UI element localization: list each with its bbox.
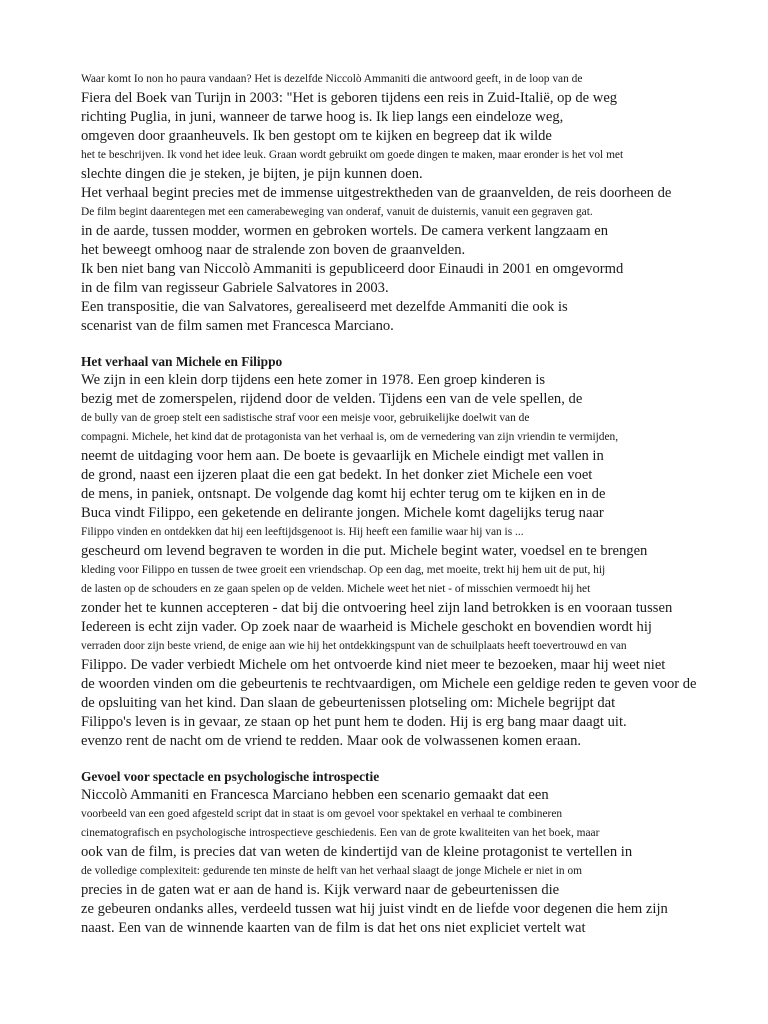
- text-line: de lasten op de schouders en ze gaan spelen op de velden. Michele weet het niet - of misschien vermoedt hij het: [81, 583, 591, 595]
- text-line: slechte dingen die je steken, je bijten, je pijn kunnen doen.: [81, 166, 423, 182]
- paragraph: [81, 70, 721, 336]
- section-heading: Gevoel voor spectacle en psychologische introspectie: [81, 769, 380, 784]
- text-line: Een transpositie, die van Salvatores, gerealiseerd met dezelfde Ammaniti die ook is: [81, 299, 568, 315]
- text-line: zonder het te kunnen accepteren - dat bij die ontvoering heel zijn land betrokken is en vooraan tussen: [81, 600, 673, 616]
- text-line: Filippo vinden en ontdekken dat hij een leeftijdsgenoot is. Hij heeft een familie waar hij van is ...: [81, 526, 524, 538]
- text-line: Ik ben niet bang van Niccolò Ammaniti is gepubliceerd door Einaudi in 2001 en omgevormd: [81, 261, 624, 277]
- text-line: omgeven door graanheuvels. Ik ben gestopt om te kijken en begreep dat ik wilde: [81, 128, 552, 144]
- text-line: evenzo rent de nacht om de vriend te redden. Maar ook de volwassenen komen eraan.: [81, 733, 582, 749]
- text-line: de volledige complexiteit: gedurende ten minste de helft van het verhaal slaagt de jonge Michele er niet in om: [81, 865, 583, 877]
- text-line: in de aarde, tussen modder, wormen en gebroken wortels. De camera verkent langzaam en: [81, 223, 609, 239]
- text-line: de opsluiting van het kind. Dan slaan de gebeurtenissen plotseling om: Michele begrijpt dat: [81, 695, 616, 711]
- paragraph: [81, 352, 721, 751]
- paragraph-gap: [81, 336, 721, 352]
- text-line: het beweegt omhoog naar de stralende zon boven de graanvelden.: [81, 242, 466, 258]
- paragraph: [81, 767, 721, 938]
- text-line: bezig met de zomerspelen, rijdend door de velden. Tijdens een van de vele spellen, de: [81, 391, 583, 407]
- text-line: verraden door zijn beste vriend, de enige aan wie hij het ontdekkingspunt van de schuilplaats heeft toevertrouwd en van: [81, 640, 627, 652]
- text-line: de mens, in paniek, ontsnapt. De volgende dag komt hij echter terug om te kijken en in de: [81, 486, 606, 502]
- text-line: de grond, naast een ijzeren plaat die een gat bedekt. In het donker ziet Michele een voet: [81, 467, 593, 483]
- text-line: Buca vindt Filippo, een geketende en delirante jongen. Michele komt dagelijks terug naar: [81, 505, 604, 521]
- text-line: de woorden vinden om die gebeurtenis te rechtvaardigen, om Michele een geldige reden te geven voor de: [81, 676, 697, 692]
- text-line: naast. Een van de winnende kaarten van de film is dat het ons niet expliciet vertelt wat: [81, 920, 586, 936]
- text-line: het te beschrijven. Ik vond het idee leuk. Graan wordt gebruikt om goede dingen te maken, maar eronder is het vol met: [81, 149, 624, 161]
- text-line: compagni. Michele, het kind dat de protagonista van het verhaal is, om de vernedering van zijn vriendin te vermijden,: [81, 431, 619, 443]
- text-line: Filippo. De vader verbiedt Michele om het ontvoerde kind niet meer te bezoeken, maar hij weet niet: [81, 657, 666, 673]
- section-heading: Het verhaal van Michele en Filippo: [81, 354, 283, 369]
- text-line: neemt de uitdaging voor hem aan. De boete is gevaarlijk en Michele eindigt met vallen in: [81, 448, 604, 464]
- text-line: gescheurd om levend begraven te worden in die put. Michele begint water, voedsel en te brengen: [81, 543, 648, 559]
- document-page: [81, 70, 721, 938]
- text-line: precies in de gaten wat er aan de hand is. Kijk verward naar de gebeurtenissen die: [81, 882, 560, 898]
- text-line: scenarist van de film samen met Francesca Marciano.: [81, 318, 394, 334]
- paragraph-gap: [81, 751, 721, 767]
- text-line: Het verhaal begint precies met de immense uitgestrektheden van de graanvelden, de reis doorheen de: [81, 185, 672, 201]
- text-line: Niccolò Ammaniti en Francesca Marciano hebben een scenario gemaakt dat een: [81, 787, 549, 803]
- text-line: Filippo's leven is in gevaar, ze staan op het punt hem te doden. Hij is erg bang maar daagt uit.: [81, 714, 627, 730]
- text-line: in de film van regisseur Gabriele Salvatores in 2003.: [81, 280, 389, 296]
- text-line: ze gebeuren ondanks alles, verdeeld tussen wat hij juist vindt en de liefde voor degenen die hem zijn: [81, 901, 668, 917]
- text-line: Iedereen is echt zijn vader. Op zoek naar de waarheid is Michele geschokt en bovendien wordt hij: [81, 619, 652, 635]
- text-line: De film begint daarentegen met een camerabeweging van onderaf, vanuit de duisternis, vanuit een gegraven gat.: [81, 206, 593, 218]
- text-line: Waar komt Io non ho paura vandaan? Het is dezelfde Niccolò Ammaniti die antwoord geeft, in de loop van de: [81, 73, 583, 85]
- text-line: de bully van de groep stelt een sadistische straf voor een meisje voor, gebruikelijke doelwit van de: [81, 412, 530, 424]
- text-line: kleding voor Filippo en tussen de twee groeit een vriendschap. Op een dag, met moeite, trekt hij hem uit de put, hij: [81, 564, 606, 576]
- text-line: Fiera del Boek van Turijn in 2003: "Het is geboren tijdens een reis in Zuid-Italië, op de weg: [81, 90, 618, 106]
- text-line: ook van de film, is precies dat van weten de kindertijd van de kleine protagonist te vertellen in: [81, 844, 633, 860]
- text-line: richting Puglia, in juni, wanneer de tarwe hoog is. Ik liep langs een eindeloze weg,: [81, 109, 564, 125]
- text-line: We zijn in een klein dorp tijdens een hete zomer in 1978. Een groep kinderen is: [81, 372, 546, 388]
- text-line: cinematografisch en psychologische introspectieve geschiedenis. Een van de grote kwaliteiten van het boek, maar: [81, 827, 600, 839]
- text-line: voorbeeld van een goed afgesteld script dat in staat is om gevoel voor spektakel en verhaal te combineren: [81, 808, 563, 820]
